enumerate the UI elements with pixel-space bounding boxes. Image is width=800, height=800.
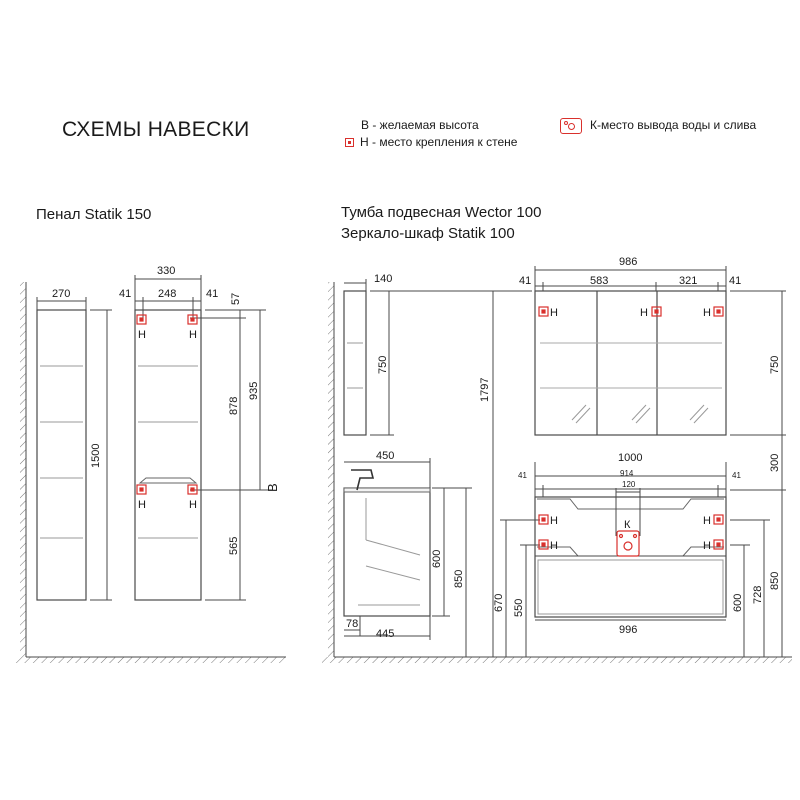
marker-h: Н [550, 540, 558, 552]
tumba-side-body [344, 488, 430, 616]
dim-550: 550 [513, 598, 525, 617]
dim-750-side: 750 [377, 355, 389, 374]
dim-670: 670 [493, 593, 505, 612]
dim-1797: 1797 [479, 377, 491, 402]
mirror-front-body [535, 291, 726, 435]
dim-600-front: 600 [732, 593, 744, 612]
penal-side-view [14, 282, 286, 663]
dim-270: 270 [52, 288, 71, 300]
penal-front-view [135, 275, 272, 600]
dim-445: 445 [376, 628, 395, 640]
dim-300: 300 [769, 453, 781, 472]
dim-850-side: 850 [453, 569, 465, 588]
caption-penal: Пенал Statik 150 [36, 206, 152, 223]
dim-1000: 1000 [618, 452, 643, 464]
floor-hatch-2 [322, 657, 792, 663]
dim-41-d: 41 [729, 275, 742, 287]
tumba-front-view [500, 462, 782, 657]
dim-728: 728 [752, 585, 764, 604]
marker-labels [138, 307, 711, 552]
dim-41-c: 41 [519, 275, 532, 287]
dim-600-side: 600 [431, 549, 443, 568]
dim-850-front: 850 [769, 571, 781, 590]
page-title: СХЕМЫ НАВЕСКИ [62, 118, 250, 141]
floor-hatch-1 [14, 657, 286, 663]
marker-h: Н [550, 307, 558, 319]
dim-450: 450 [376, 450, 395, 462]
dim-120: 120 [622, 480, 636, 489]
mirror-side-body [344, 291, 366, 435]
dim-41-f: 41 [732, 471, 741, 480]
dim-750-front: 750 [769, 355, 781, 374]
marker-h: Н [703, 540, 711, 552]
dim-78: 78 [346, 618, 359, 630]
dim-57: 57 [230, 292, 242, 305]
dim-41-a: 41 [119, 288, 132, 300]
tumba-drawer [538, 560, 723, 614]
marker-h: Н [138, 499, 146, 511]
faucet-icon [351, 470, 373, 490]
penal-front-body [135, 310, 201, 600]
marker-k: К [624, 519, 631, 531]
mirror-front-view [535, 266, 786, 490]
caption-mirror: Зеркало-шкаф Statik 100 [341, 225, 515, 242]
dimension-labels [52, 256, 781, 640]
caption-tumba: Тумба подвесная Wector 100 [341, 204, 542, 221]
marker-h: Н [550, 515, 558, 527]
marker-h: Н [138, 329, 146, 341]
side-view [322, 279, 792, 663]
wall-hatch-2 [328, 282, 334, 657]
dim-1500: 1500 [90, 443, 102, 468]
legend-h-text: Н - место крепления к стене [360, 135, 518, 149]
dim-986: 986 [619, 256, 638, 268]
dim-914: 914 [620, 469, 634, 478]
dim-248: 248 [158, 288, 177, 300]
dim-996: 996 [619, 624, 638, 636]
marker-h: Н [189, 499, 197, 511]
penal-side-body [37, 310, 86, 600]
marker-h: Н [703, 515, 711, 527]
dim-321: 321 [679, 275, 698, 287]
wall-hatch-1 [20, 282, 26, 657]
dim-878: 878 [228, 396, 240, 415]
dim-41-e: 41 [518, 471, 527, 480]
dim-565: 565 [228, 536, 240, 555]
marker-h: Н [640, 307, 648, 319]
dim-583: 583 [590, 275, 609, 287]
legend-b-text: В - желаемая высота [361, 118, 479, 132]
marker-b: В [265, 483, 280, 492]
tumba-front-body [535, 497, 726, 617]
dim-935: 935 [248, 381, 260, 400]
marker-h: Н [189, 329, 197, 341]
dim-41-b: 41 [206, 288, 219, 300]
dim-140: 140 [374, 273, 393, 285]
legend-k-text: К-место вывода воды и слива [590, 118, 757, 133]
marker-h: Н [703, 307, 711, 319]
dim-330: 330 [157, 265, 176, 277]
penal-shelf [140, 478, 196, 483]
